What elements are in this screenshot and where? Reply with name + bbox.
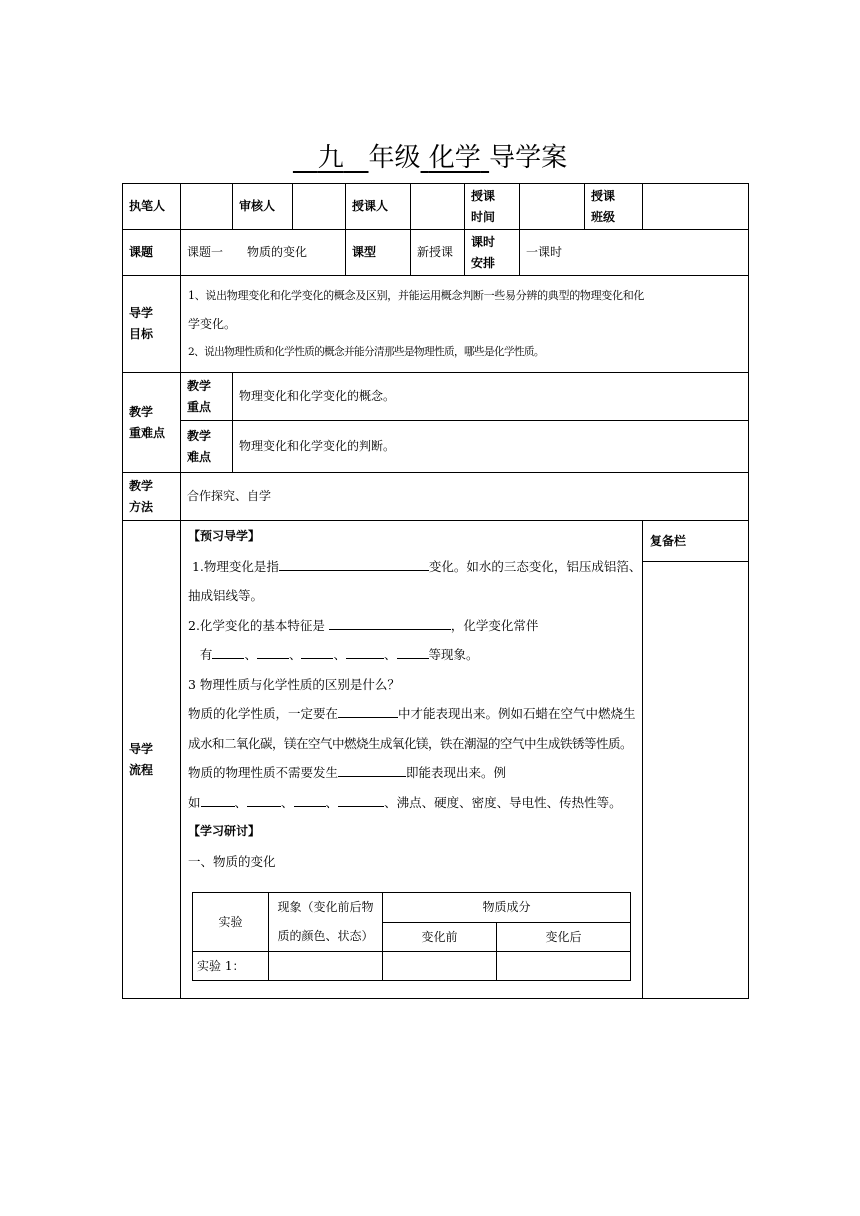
chem-property-cont: 成水和二氧化碳，镁在空气中燃烧生成氧化镁，铁在潮湿的空气中生成铁锈等性质。 — [188, 735, 633, 751]
title-suffix: 导学案 — [489, 143, 568, 173]
exp-row-1-before[interactable] — [383, 952, 497, 981]
focus-row — [123, 373, 749, 421]
question-1-cont: 抽成铝线等。 — [188, 588, 264, 603]
difficulty-value: 物理变化和化学变化的判断。 — [233, 421, 749, 473]
blank-input[interactable] — [329, 615, 451, 630]
blank-input[interactable] — [201, 792, 235, 807]
blank-input[interactable] — [279, 556, 429, 571]
chem-property-text: 物质的化学性质，一定要在 中才能表现出来。例如石蜡在空气中燃烧生 — [181, 699, 642, 729]
class-value[interactable] — [643, 184, 749, 230]
phys-property-cont: 如 、 、 、 、沸点、硬度、密度、导电性、传热性等。 — [181, 788, 642, 818]
title-subject: 化学 — [428, 143, 481, 173]
experiment-row — [193, 952, 631, 981]
exp-col-composition: 物质成分 — [383, 893, 631, 923]
notes-label: 复备栏 — [643, 521, 748, 562]
question-2: 2.化学变化的基本特征是 ，化学变化常伴 — [181, 611, 642, 641]
experiment-table — [192, 892, 631, 981]
blank-input[interactable] — [257, 644, 289, 659]
page-title — [0, 138, 860, 178]
flow-label: 导学 流程 — [123, 521, 181, 999]
exp-row-1-after[interactable] — [497, 952, 631, 981]
blank-input[interactable] — [247, 792, 281, 807]
exp-col-phenomenon: 现象（变化前后物 质的颜色、状态） — [269, 893, 383, 952]
exp-row-1-label: 实验 1： — [193, 952, 269, 981]
method-value: 合作探究、自学 — [181, 473, 749, 521]
notes-column — [643, 521, 749, 999]
time-label: 授课 时间 — [465, 184, 520, 230]
topic-label: 课题 — [123, 230, 181, 276]
class-label: 授课 班级 — [585, 184, 643, 230]
goal-item-1b: 学变化。 — [188, 317, 237, 331]
title-grade-label: 年级 — [368, 143, 421, 173]
schedule-label: 课时 安排 — [465, 230, 520, 276]
focus-value: 物理变化和化学变化的概念。 — [233, 373, 749, 421]
header-row — [123, 184, 749, 230]
goal-item-2: 2、说出物理性质和化学性质的概念并能分清那些是物理性质，哪些是化学性质。 — [188, 346, 544, 358]
keypoints-label: 教学 重难点 — [123, 373, 181, 473]
type-value: 新授课 — [411, 230, 465, 276]
flow-content — [181, 521, 643, 999]
study-heading: 【学习研讨】 — [188, 824, 261, 838]
flow-row — [123, 521, 749, 999]
lesson-plan-table — [122, 183, 749, 999]
lesson-row — [123, 230, 749, 276]
goal-item-1: 1、说出物理变化和化学变化的概念及区别，并能运用概念判断一些易分辨的典型的物理变化和化 — [188, 289, 645, 302]
question-1: 1.物理变化是指 变化。如水的三态变化，铝压成铝箔、 — [181, 552, 642, 582]
teacher-value[interactable] — [411, 184, 465, 230]
exp-col-before: 变化前 — [383, 922, 497, 952]
exp-col-experiment: 实验 — [193, 893, 269, 952]
phys-property-text: 物质的物理性质不需要发生 即能表现出来。例 — [181, 758, 642, 788]
goals-row — [123, 276, 749, 373]
reviewer-label: 审核人 — [233, 184, 293, 230]
writer-label: 执笔人 — [123, 184, 181, 230]
blank-input[interactable] — [301, 644, 333, 659]
method-row — [123, 473, 749, 521]
topic-value: 课题一 物质的变化 — [181, 230, 346, 276]
question-3: 3 物理性质与化学性质的区别是什么？ — [188, 676, 400, 692]
goals-content — [181, 276, 749, 373]
goals-label: 导学 目标 — [123, 276, 181, 373]
title-grade: 九 — [317, 143, 344, 173]
time-value[interactable] — [520, 184, 585, 230]
writer-value[interactable] — [181, 184, 233, 230]
preview-heading: 【预习导学】 — [188, 529, 261, 543]
difficulty-row — [123, 421, 749, 473]
question-2-cont: 有 、 、 、 、 等现象。 — [181, 640, 642, 670]
type-label: 课型 — [346, 230, 411, 276]
reviewer-value[interactable] — [293, 184, 346, 230]
teacher-label: 授课人 — [346, 184, 411, 230]
blank-input[interactable] — [338, 762, 406, 777]
blank-input[interactable] — [338, 792, 384, 807]
blank-input[interactable] — [212, 644, 244, 659]
exp-col-after: 变化后 — [497, 922, 631, 952]
schedule-value: 一课时 — [520, 230, 749, 276]
method-label: 教学 方法 — [123, 473, 181, 521]
blank-input[interactable] — [338, 703, 398, 718]
section-1-title: 一、物质的变化 — [188, 853, 276, 869]
exp-row-1-phenomenon[interactable] — [269, 952, 383, 981]
blank-input[interactable] — [294, 792, 326, 807]
focus-label: 教学 重点 — [181, 373, 233, 421]
experiment-header-row — [193, 893, 631, 923]
difficulty-label: 教学 难点 — [181, 421, 233, 473]
blank-input[interactable] — [346, 644, 384, 659]
blank-input[interactable] — [397, 644, 429, 659]
